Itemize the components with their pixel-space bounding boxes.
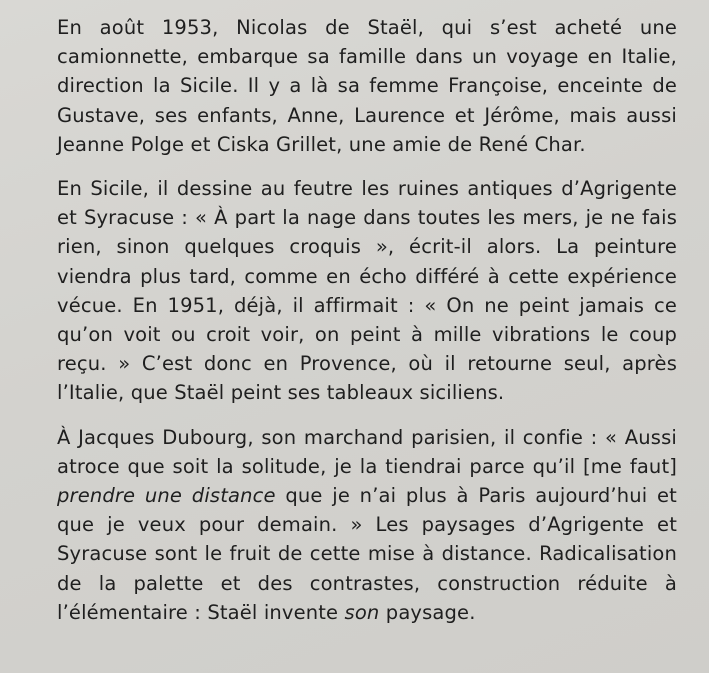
- paragraph-3-text-b: que je n’ai plus à Paris aujourd’hui et que je veux pour demain. » Les paysages d’Agrigente et Syracuse sont le fruit de cette mise à distance. Radicalisation de la palette et des contrastes, construction réduite à l’élémentaire : Staël invente: [57, 484, 677, 624]
- paragraph-2: [57, 174, 677, 408]
- paragraph-3-italic-phrase: prendre une distance: [57, 484, 276, 508]
- paragraph-3-text-c: paysage.: [379, 600, 476, 624]
- paragraph-3-text-a: À Jacques Dubourg, son marchand parisien, il confie : « Aussi atroce que soit la solitude, je la tiendrai parce qu’il [me faut]: [57, 425, 677, 478]
- paragraph-1-text: En août 1953, Nicolas de Staël, qui s’est acheté une camionnette, embarque sa famille dans un voyage en Italie, direction la Sicile. Il y a là sa femme Françoise, enceinte de Gustave, ses enfants, Anne, Laurence et Jérôme, mais aussi Jeanne Polge et Ciska Grillet, une amie de René Char.: [57, 16, 677, 156]
- paragraph-2-text: En Sicile, il dessine au feutre les ruines antiques d’Agrigente et Syracuse : « À part la nage dans toutes les mers, je ne fais rien, sinon quelques croquis », écrit-il alors. La peinture viendra plus tard, comme en écho différé à cette expérience vécue. En 1951, déjà, il affirmait : « On ne peint jamais ce qu’on voit ou croit voir, on peint à mille vibrations le coup reçu. » C’est donc en Provence, où il retourne seul, après l’Italie, que Staël peint ses tableaux siciliens.: [57, 177, 677, 405]
- paragraph-3: [57, 423, 677, 627]
- paragraph-1: [57, 13, 677, 159]
- paragraph-3-italic-word: son: [344, 600, 380, 624]
- exhibition-text-panel: [57, 13, 677, 627]
